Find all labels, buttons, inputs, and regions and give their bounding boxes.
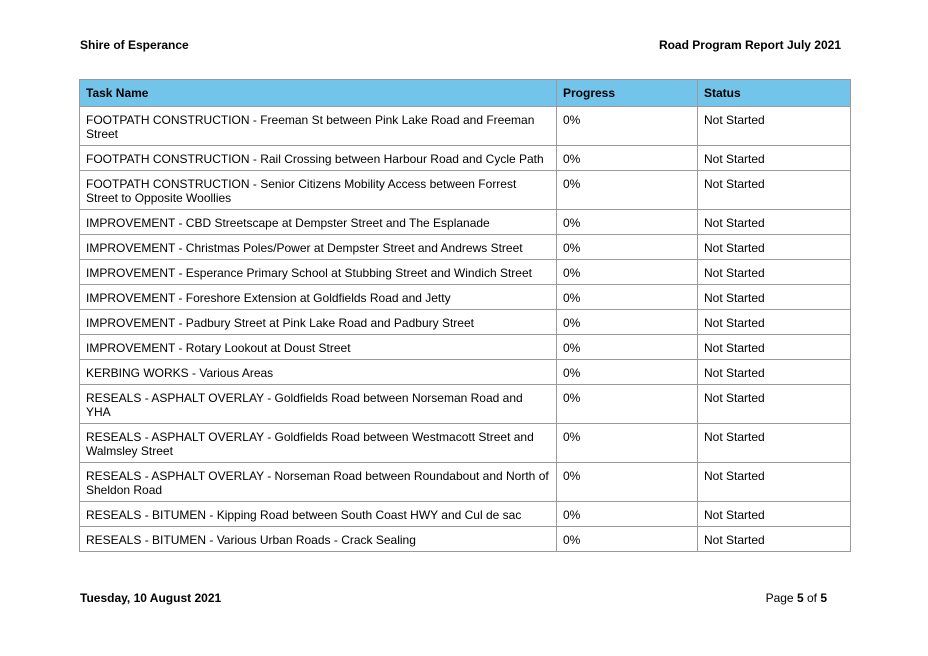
task-name-cell: KERBING WORKS - Various Areas bbox=[80, 360, 557, 385]
progress-cell: 0% bbox=[557, 335, 698, 360]
status-cell: Not Started bbox=[698, 385, 851, 424]
task-name-cell: IMPROVEMENT - Foreshore Extension at Goldfields Road and Jetty bbox=[80, 285, 557, 310]
task-name-cell: IMPROVEMENT - CBD Streetscape at Dempster Street and The Esplanade bbox=[80, 210, 557, 235]
column-header-status: Status bbox=[698, 80, 851, 107]
table-row bbox=[80, 385, 851, 424]
progress-cell: 0% bbox=[557, 502, 698, 527]
table-row bbox=[80, 235, 851, 260]
progress-cell: 0% bbox=[557, 424, 698, 463]
report-title: Road Program Report July 2021 bbox=[658, 38, 841, 52]
status-cell: Not Started bbox=[698, 210, 851, 235]
progress-cell: 0% bbox=[557, 360, 698, 385]
table-row bbox=[80, 210, 851, 235]
status-cell: Not Started bbox=[698, 463, 851, 502]
table-row bbox=[80, 107, 851, 146]
table-row bbox=[80, 424, 851, 463]
task-name-cell: FOOTPATH CONSTRUCTION - Rail Crossing between Harbour Road and Cycle Path bbox=[80, 146, 557, 171]
page-number bbox=[766, 591, 827, 605]
task-name-cell: IMPROVEMENT - Padbury Street at Pink Lake Road and Padbury Street bbox=[80, 310, 557, 335]
column-header-progress: Progress bbox=[557, 80, 698, 107]
progress-cell: 0% bbox=[557, 146, 698, 171]
status-cell: Not Started bbox=[698, 360, 851, 385]
table-row bbox=[80, 335, 851, 360]
task-name-cell: IMPROVEMENT - Esperance Primary School at Stubbing Street and Windich Street bbox=[80, 260, 557, 285]
status-cell: Not Started bbox=[698, 260, 851, 285]
task-name-cell: RESEALS - ASPHALT OVERLAY - Goldfields Road between Westmacott Street and Walmsley Street bbox=[80, 424, 557, 463]
task-name-cell: RESEALS - BITUMEN - Kipping Road between South Coast HWY and Cul de sac bbox=[80, 502, 557, 527]
table-row bbox=[80, 360, 851, 385]
organization-name: Shire of Esperance bbox=[80, 38, 189, 52]
task-name-cell: RESEALS - BITUMEN - Various Urban Roads - Crack Sealing bbox=[80, 527, 557, 552]
status-cell: Not Started bbox=[698, 335, 851, 360]
table-row bbox=[80, 285, 851, 310]
progress-cell: 0% bbox=[557, 210, 698, 235]
road-program-table bbox=[79, 79, 851, 552]
task-name-cell: IMPROVEMENT - Rotary Lookout at Doust Street bbox=[80, 335, 557, 360]
page-of: of bbox=[803, 591, 821, 605]
progress-cell: 0% bbox=[557, 310, 698, 335]
table-row bbox=[80, 310, 851, 335]
task-name-cell: RESEALS - ASPHALT OVERLAY - Goldfields Road between Norseman Road and YHA bbox=[80, 385, 557, 424]
page-total: 5 bbox=[820, 591, 827, 605]
status-cell: Not Started bbox=[698, 527, 851, 552]
page-prefix: Page bbox=[765, 591, 797, 605]
task-name-cell: IMPROVEMENT - Christmas Poles/Power at Dempster Street and Andrews Street bbox=[80, 235, 557, 260]
progress-cell: 0% bbox=[557, 285, 698, 310]
progress-cell: 0% bbox=[557, 527, 698, 552]
status-cell: Not Started bbox=[698, 107, 851, 146]
status-cell: Not Started bbox=[698, 310, 851, 335]
progress-cell: 0% bbox=[557, 463, 698, 502]
status-cell: Not Started bbox=[698, 285, 851, 310]
table-row bbox=[80, 146, 851, 171]
table-row bbox=[80, 171, 851, 210]
table-row bbox=[80, 463, 851, 502]
table-row bbox=[80, 527, 851, 552]
page-current: 5 bbox=[796, 591, 804, 605]
task-name-cell: FOOTPATH CONSTRUCTION - Senior Citizens Mobility Access between Forrest Street to Opposite Woollies bbox=[80, 171, 557, 210]
status-cell: Not Started bbox=[698, 424, 851, 463]
progress-cell: 0% bbox=[557, 235, 698, 260]
task-name-cell: FOOTPATH CONSTRUCTION - Freeman St between Pink Lake Road and Freeman Street bbox=[80, 107, 557, 146]
progress-cell: 0% bbox=[557, 260, 698, 285]
status-cell: Not Started bbox=[698, 502, 851, 527]
table-header-row bbox=[80, 80, 851, 107]
status-cell: Not Started bbox=[698, 235, 851, 260]
progress-cell: 0% bbox=[557, 107, 698, 146]
progress-cell: 0% bbox=[557, 171, 698, 210]
table-row bbox=[80, 260, 851, 285]
table-row bbox=[80, 502, 851, 527]
column-header-task-name: Task Name bbox=[80, 80, 557, 107]
progress-cell: 0% bbox=[557, 385, 698, 424]
status-cell: Not Started bbox=[698, 146, 851, 171]
report-date: Tuesday, 10 August 2021 bbox=[80, 591, 222, 605]
status-cell: Not Started bbox=[698, 171, 851, 210]
task-name-cell: RESEALS - ASPHALT OVERLAY - Norseman Road between Roundabout and North of Sheldon Road bbox=[80, 463, 557, 502]
